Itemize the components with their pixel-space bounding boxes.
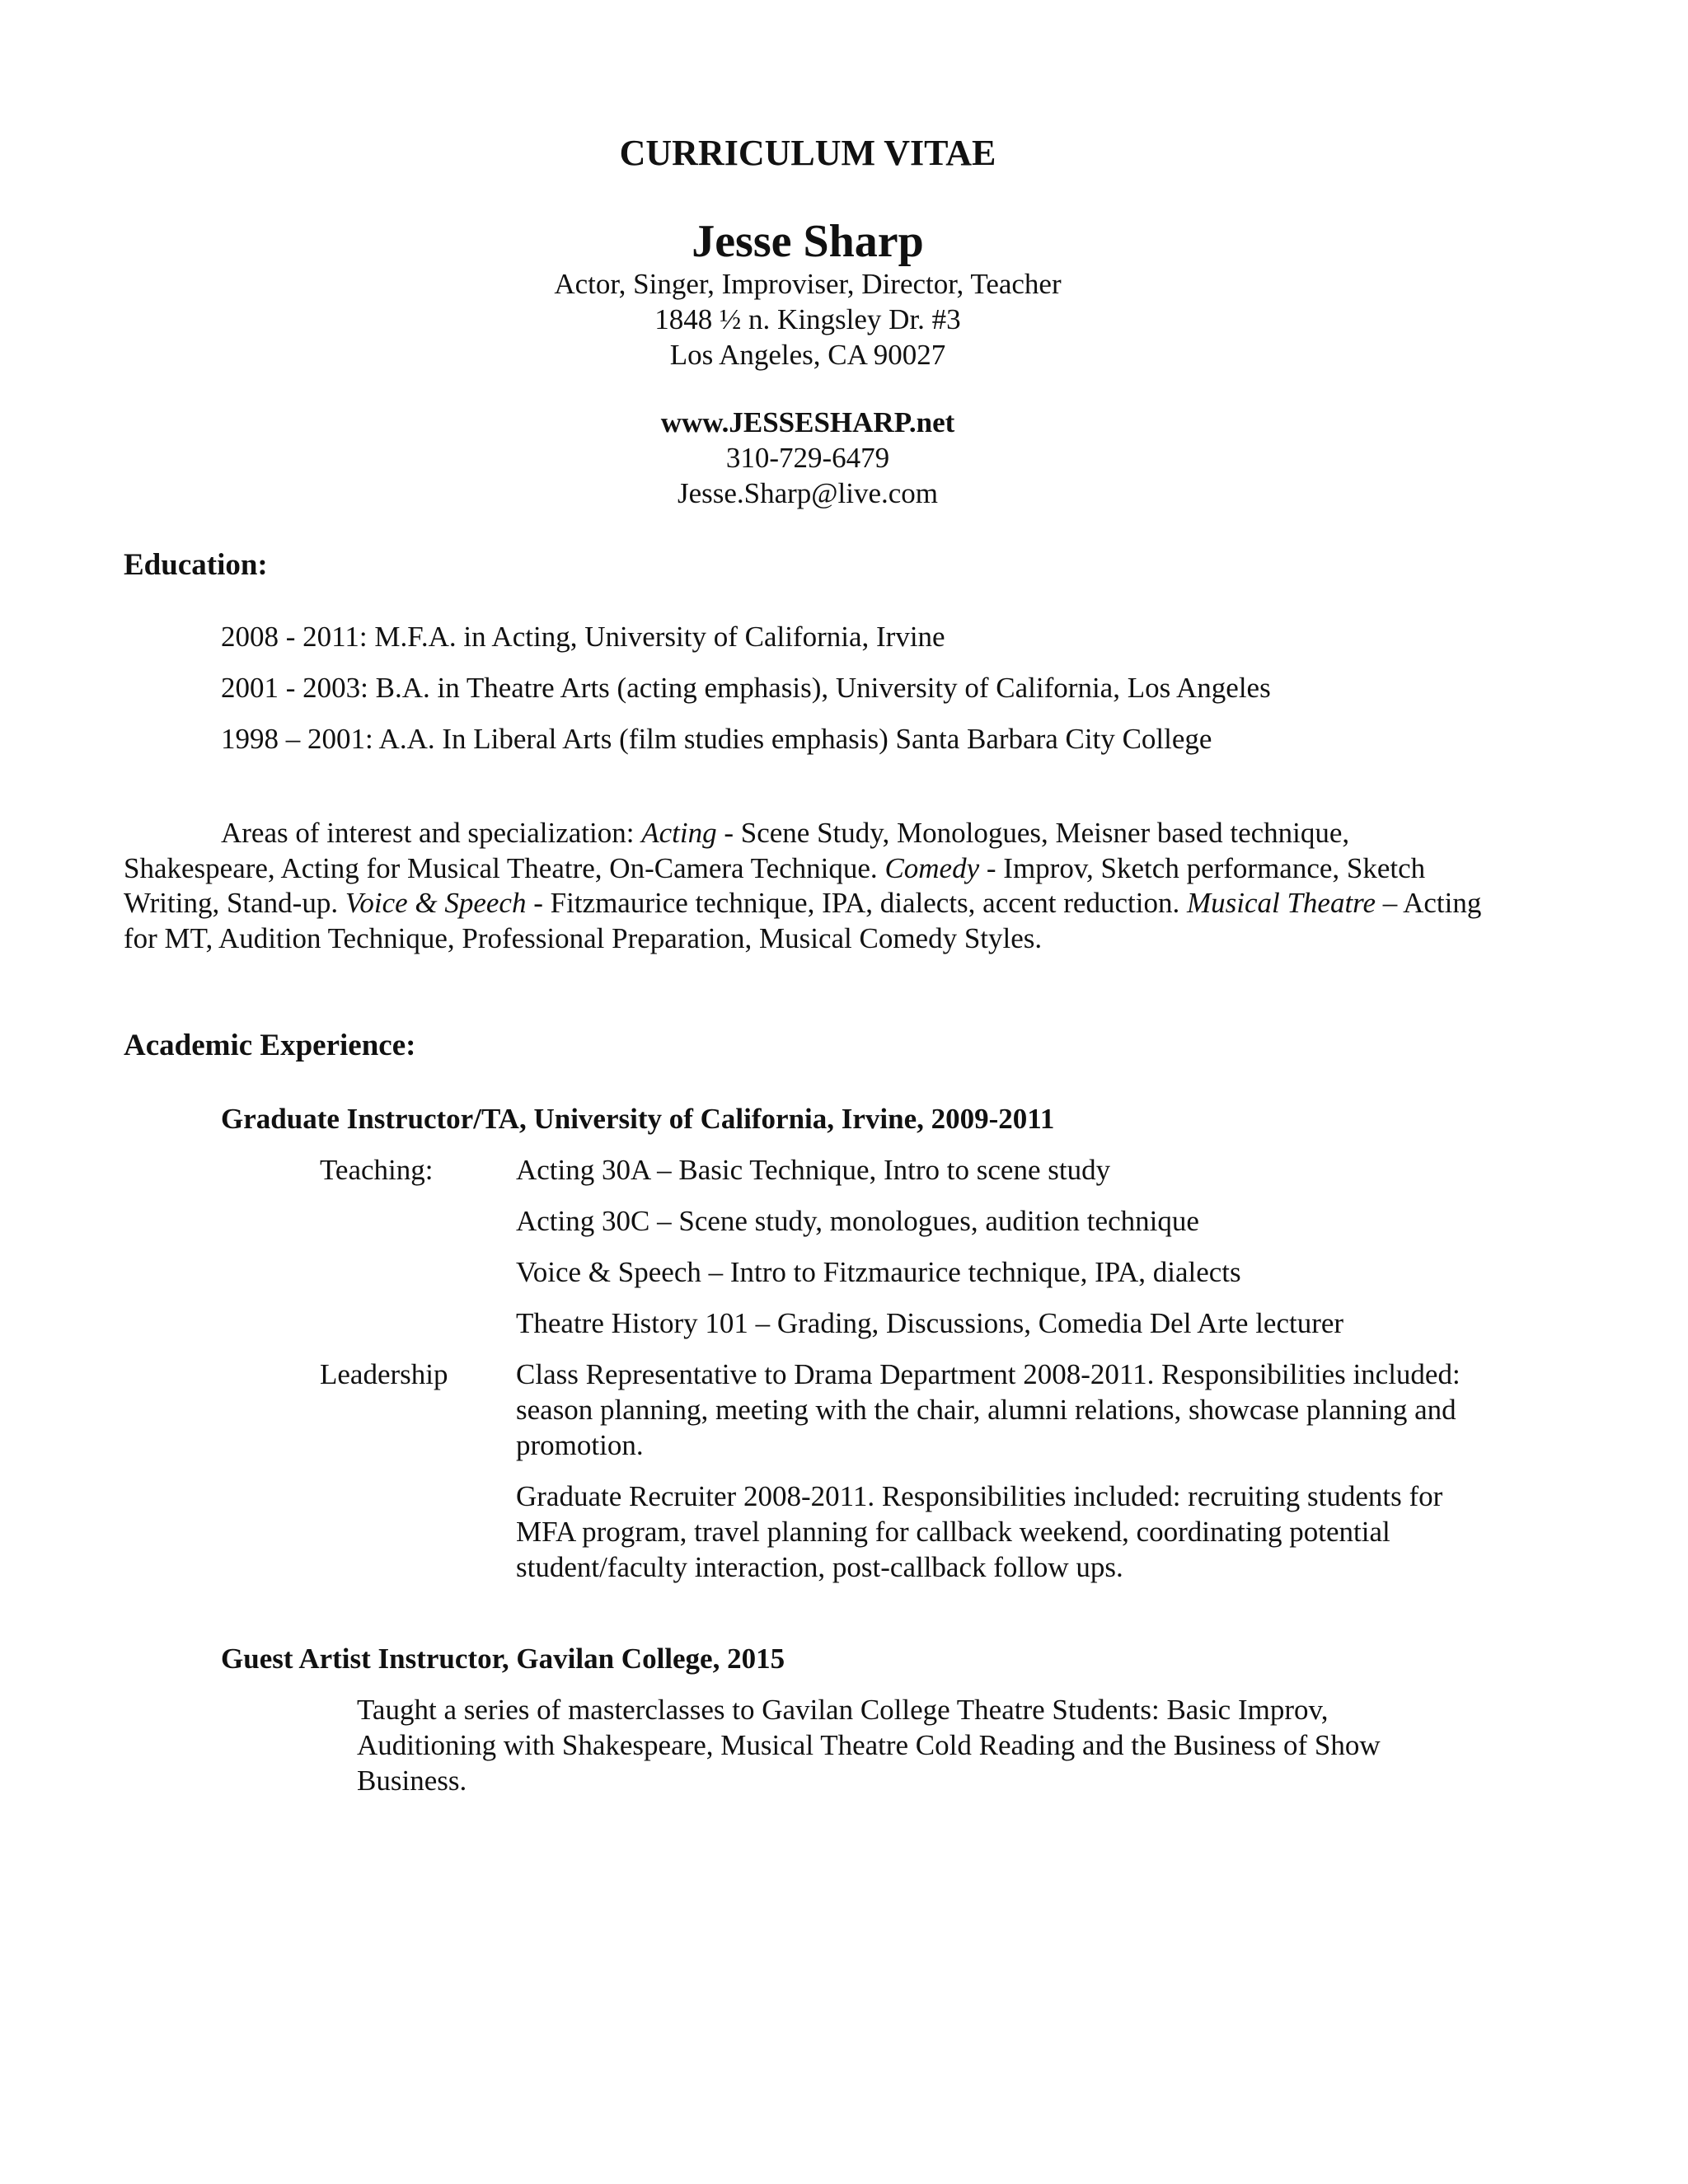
gavilan-description: Taught a series of masterclasses to Gavilan College Theatre Students: Basic Improv, Auditioning with Shakespeare, Musical Theatre Cold Reading and the Business of Show Business. xyxy=(357,1694,1381,1797)
teaching-item: Voice & Speech – Intro to Fitzmaurice technique, IPA, dialects xyxy=(516,1256,1241,1288)
acting-text: - Scene Study, Monologues, Meisner based technique, Shakespeare, Acting for Musical Theatre, On-Camera Technique. xyxy=(124,817,1350,884)
areas-of-interest-paragraph xyxy=(124,816,1492,956)
candidate-name: Jesse Sharp xyxy=(692,216,924,267)
website-link[interactable]: www.JESSESHARP.net xyxy=(660,406,955,438)
teaching-item: Acting 30C – Scene study, monologues, audition technique xyxy=(516,1205,1199,1237)
voice-speech-label: Voice & Speech xyxy=(345,887,527,919)
education-item: 2008 - 2011: M.F.A. in Acting, University of California, Irvine xyxy=(221,621,945,653)
leadership-label: Leadership xyxy=(320,1358,448,1390)
areas-intro: Areas of interest and specialization: xyxy=(221,817,642,849)
document-title: CURRICULUM VITAE xyxy=(619,133,996,173)
teaching-item: Acting 30A – Basic Technique, Intro to scene study xyxy=(516,1154,1111,1186)
education-item: 1998 – 2001: A.A. In Liberal Arts (film studies emphasis) Santa Barbara City College xyxy=(221,723,1212,755)
teaching-item: Theatre History 101 – Grading, Discussions, Comedia Del Arte lecturer xyxy=(516,1307,1344,1339)
leadership-item: Class Representative to Drama Department 2008-2011. Responsibilities included: season planning, meeting with the chair, alumni relations, showcase planning and promotion. xyxy=(516,1358,1461,1461)
education-item: 2001 - 2003: B.A. in Theatre Arts (acting emphasis), University of California, Los Angeles xyxy=(221,672,1271,704)
voice-speech-text: - Fitzmaurice technique, IPA, dialects, accent reduction. xyxy=(526,887,1187,919)
uci-position-title: Graduate Instructor/TA, University of California, Irvine, 2009-2011 xyxy=(221,1103,1055,1135)
academic-experience-heading: Academic Experience: xyxy=(124,1029,416,1062)
email-address[interactable]: Jesse.Sharp@live.com xyxy=(677,477,939,509)
gavilan-position-title: Guest Artist Instructor, Gavilan College, 2015 xyxy=(221,1643,785,1675)
acting-label: Acting xyxy=(641,817,717,849)
address-line-2: Los Angeles, CA 90027 xyxy=(669,339,946,371)
education-heading: Education: xyxy=(124,548,268,582)
teaching-label: Teaching: xyxy=(320,1154,434,1186)
roles-line: Actor, Singer, Improviser, Director, Teacher xyxy=(554,268,1062,300)
musical-theatre-label: Musical Theatre xyxy=(1186,887,1376,919)
leadership-item: Graduate Recruiter 2008-2011. Responsibilities included: recruiting students for MFA program, travel planning for callback weekend, coordinating potential student/faculty interaction, post-callback follow ups. xyxy=(516,1480,1443,1583)
comedy-label: Comedy xyxy=(884,851,980,884)
phone-number: 310-729-6479 xyxy=(725,442,890,474)
musical-theatre-text: – Acting for MT, Audition Technique, Professional Preparation, Musical Comedy Styles. xyxy=(124,887,1482,954)
comedy-text: - Improv, Sketch performance, Sketch Writing, Stand-up. xyxy=(124,851,1426,919)
address-line-1: 1848 ½ n. Kingsley Dr. #3 xyxy=(654,303,961,335)
